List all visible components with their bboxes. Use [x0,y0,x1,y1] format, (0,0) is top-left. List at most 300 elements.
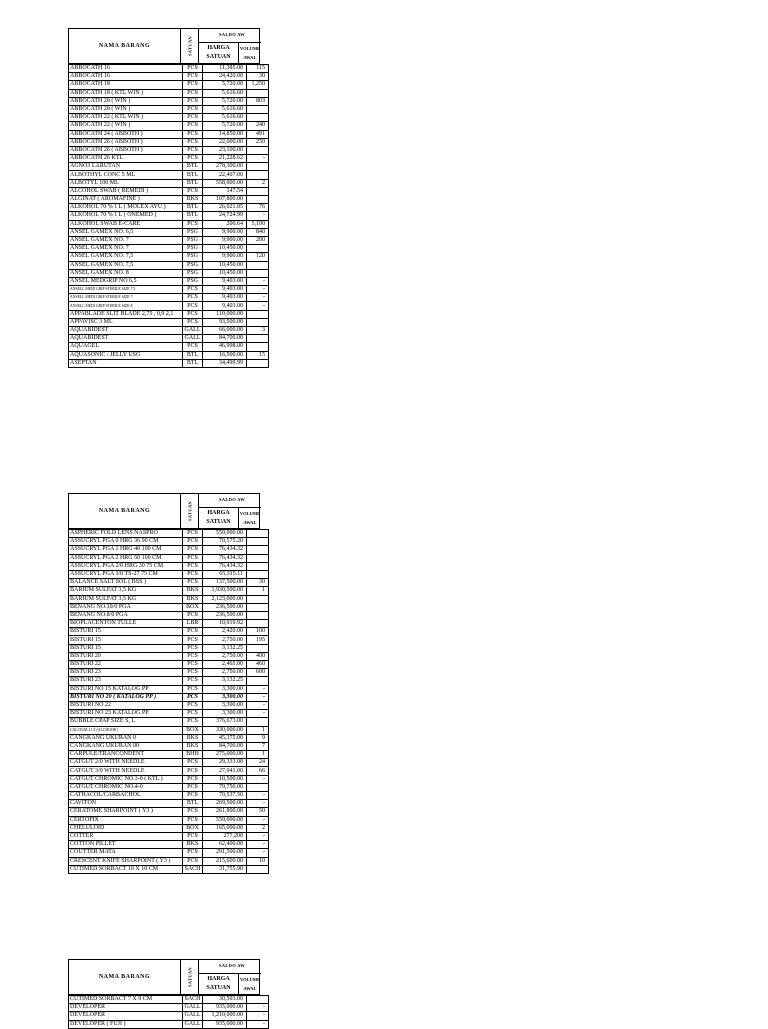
table-row [69,759,269,767]
volume-cell [247,546,269,554]
price-cell: 84,700.00 [203,335,247,343]
table-row [69,701,269,709]
unit-cell: BKS [183,196,203,204]
column-header-unit: SATUAN [181,494,199,528]
price-cell: 3,300.00 [203,693,247,701]
column-header-price: HARGA SATUAN [199,973,239,994]
unit-cell: PCS [183,628,203,636]
unit-cell: BTL [183,212,203,220]
unit-cell: BKS [183,587,203,595]
unit-cell: PCS [183,114,203,122]
table-header [68,493,260,529]
price-cell: 21,228.62 [203,155,247,163]
item-name-cell: ANSELL MEDI GRIP STERILE SIZE 7.5 [69,286,183,294]
item-name-cell: ASSUCRYL PGA 2 HRG 50 100 CM [69,554,183,562]
volume-cell [247,245,269,253]
table-row [69,661,269,669]
table-row [69,220,269,228]
price-cell: 46,998.00 [203,343,247,351]
volume-cell: 100 [247,628,269,636]
volume-cell: - [247,1012,269,1020]
price-cell: 31,755.90 [203,865,247,873]
table-row [69,767,269,775]
table-row [69,554,269,562]
item-name-cell: ANSEL GAMEX NO. 6,5 [69,228,183,236]
item-name-cell: BISTURI NO 20 ( KATALOG PP ) [69,693,183,701]
item-name-cell: BISTURI 23 [69,677,183,685]
volume-cell: 491 [247,130,269,138]
table-row [69,138,269,146]
unit-cell: PSG [183,236,203,244]
unit-cell: PCS [183,220,203,228]
volume-cell: 66 [247,767,269,775]
table-row [69,530,269,538]
unit-cell: PCS [183,554,203,562]
table-row [69,163,269,171]
volume-cell [247,196,269,204]
table-row [69,865,269,873]
unit-cell: BOX [183,726,203,734]
price-cell: 10,450.00 [203,245,247,253]
price-cell: 9,403.00 [203,294,247,302]
unit-cell: PCS [183,832,203,840]
volume-cell: - [247,294,269,302]
item-name-cell: ALBOTHYL CONC 5 ML [69,171,183,179]
volume-cell [247,603,269,611]
volume-cell [247,554,269,562]
table-row [69,236,269,244]
price-cell: 27,041.00 [203,767,247,775]
table-row [69,570,269,578]
unit-cell: PCS [183,759,203,767]
price-cell: 278,300.00 [203,163,247,171]
price-cell: 62,400.00 [203,841,247,849]
table-row [69,310,269,318]
table-row [69,652,269,660]
table-row [69,318,269,326]
table-row [69,114,269,122]
price-cell: 269,500.00 [203,800,247,808]
item-name-cell: CUTIMED SORBACT 7 X 9 CM [69,996,183,1004]
volume-cell: 30 [247,73,269,81]
price-cell: 10,500.00 [203,775,247,783]
price-cell: 9,403.00 [203,286,247,294]
unit-cell: GALL [184,1020,201,1027]
volume-cell: 195 [247,636,269,644]
price-cell: 76,434.32 [203,546,247,554]
table-row [69,669,269,677]
price-cell: 14,850.00 [203,130,247,138]
table-row [69,277,269,285]
volume-cell: 7 [247,742,269,750]
table-row [69,808,269,816]
volume-cell [247,595,269,603]
item-name-cell: ASSUCRYL PGA 3/0 TS-27 75 CM [69,570,183,578]
table-row [69,89,269,97]
unit-cell: PCS [183,718,203,726]
item-name-cell: ALKOHOL 70 % 1 L ( ONEMED ) [69,212,183,220]
table-row [69,73,269,81]
item-name-cell: BENANG NO.10/0 PGA [69,603,183,611]
unit-cell: PSG [183,269,203,277]
price-cell: 70,575.20 [203,538,247,546]
volume-cell [247,783,269,791]
column-header-unit: SATUAN [181,960,199,994]
volume-cell: - [247,849,269,857]
table-row [69,841,269,849]
volume-cell: 3 [247,327,269,335]
price-cell: 5,720.00 [203,81,247,89]
volume-cell [247,187,269,195]
table-row [69,351,269,359]
table-row [69,587,269,595]
table-row [69,294,269,302]
column-header-unit: SATUAN [181,29,199,63]
item-name-cell: CATGUT CHROMIC NO.4-0 [69,783,183,791]
price-cell: 16,500.00 [203,351,247,359]
price-cell: 165,000.00 [203,824,247,832]
unit-cell: PCS [183,849,203,857]
item-name-cell: ABBOCATH 26 ( ABBOTH ) [69,138,183,146]
price-cell: 107,800.00 [203,196,247,204]
table-row [69,628,269,636]
price-cell: 10,450.00 [203,261,247,269]
price-cell: 935,000.00 [203,1004,247,1012]
price-cell: 147.54 [203,187,247,195]
price-cell: 34,499.99 [203,359,247,367]
price-cell: 10,450.00 [203,269,247,277]
price-cell: 110,000.00 [203,310,247,318]
price-cell: 2,123,000.00 [203,595,247,603]
item-name-cell: CATGUT CHROMIC NO.3-0 ( KTL ) [69,775,183,783]
item-name-cell: ABBOCATH 24 ( ABBOTH ) [69,130,183,138]
price-cell: 330,000.00 [203,726,247,734]
unit-cell: SACH [184,865,201,872]
item-name-cell: ABBOCATH 22 ( WIN ) [69,122,183,130]
volume-cell: 24 [247,759,269,767]
item-name-cell: CARPULE/TRANCONDENT [69,751,183,759]
item-name-cell: CATGUT 2/0 WITH NEEDLE [69,759,183,767]
unit-cell: PCS [183,685,203,693]
column-header-saldo: SALDO AW [219,32,246,37]
item-name-cell: CATGUT 3/0 WITH NEEDLE [69,767,183,775]
column-header-name: NAMA BARANG [69,960,181,994]
item-name-cell: ANSEL GAMEX NO. 8 [69,269,183,277]
unit-cell: PCS [183,644,203,652]
item-name-cell: ANSELL MEDI GRIP STERILE SIZE 7 [69,294,183,302]
column-header-volume: VOLUME AWAL [239,507,261,528]
column-header-saldo: SALDO AW [219,963,246,968]
price-cell: 65,315.11 [203,570,247,578]
column-header-name: NAMA BARANG [69,29,181,63]
unit-cell: BTL [183,171,203,179]
unit-cell: PCS [183,652,203,660]
unit-cell: PCS [183,669,203,677]
price-cell: 26,021.05 [203,204,247,212]
volume-cell: 76 [247,204,269,212]
price-cell: 9,900.00 [203,253,247,261]
item-name-cell: BISTURI 15 [69,644,183,652]
unit-cell: PSG [183,245,203,253]
item-name-cell: BISTURI 23 [69,669,183,677]
unit-cell: PCS [183,155,203,163]
price-cell: 5,720.00 [203,122,247,130]
item-name-cell: ABBOCATH 18 ( KTL WIN ) [69,89,183,97]
volume-cell [247,530,269,538]
volume-cell: 840 [247,228,269,236]
price-cell: 206.64 [203,220,247,228]
unit-cell: PCS [183,122,203,130]
table-row [69,146,269,154]
price-cell: 66,000.00 [203,327,247,335]
price-cell: 9,403.00 [203,277,247,285]
price-cell: 76,434.32 [203,562,247,570]
table-row [69,832,269,840]
price-cell: 9,403.00 [203,302,247,310]
item-name-cell: BENANG NO.8/0 PGA [69,611,183,619]
volume-cell: 115 [247,65,269,73]
volume-cell: 200 [247,236,269,244]
unit-cell: PCS [183,318,203,326]
item-name-cell: BALANCE SALT SOL ( BSS ) [69,579,183,587]
table-row [69,286,269,294]
unit-cell: PCS [183,538,203,546]
unit-cell: PCS [183,636,203,644]
price-cell: 236,500.00 [203,603,247,611]
unit-cell: PCS [183,808,203,816]
volume-cell: - [247,155,269,163]
unit-cell: BTL [183,163,203,171]
table-row [69,775,269,783]
table-row [69,187,269,195]
price-cell: 24,420.00 [203,73,247,81]
table-row [69,343,269,351]
table-row [69,644,269,652]
unit-cell: PCS [183,783,203,791]
price-cell: 558,900.00 [203,179,247,187]
item-name-cell: BISTURI NO 23 KATALOG PP [69,710,183,718]
volume-cell: - [247,832,269,840]
unit-cell: BOX [183,824,203,832]
table-row [69,742,269,750]
unit-cell: PCS [183,310,203,318]
table-row [69,996,269,1004]
table-row [69,693,269,701]
price-cell: 23,100.00 [203,146,247,154]
price-cell: 3,132.25 [203,644,247,652]
unit-cell: PCS [183,579,203,587]
table-row [69,327,269,335]
item-name-cell: ANSEL GAMEX NO. 7,5 [69,253,183,261]
volume-cell: 5,100 [247,220,269,228]
unit-cell: PCS [183,146,203,154]
item-name-cell: AGNO3 LARUTAN [69,163,183,171]
unit-cell: BKS [183,841,203,849]
table-header [68,28,260,64]
table-row [69,81,269,89]
item-name-cell: CANGKANG UKURAN 00 [69,742,183,750]
unit-cell: PCS [183,701,203,709]
volume-cell: - [247,685,269,693]
item-name-cell: ANSEL MEDGRIP NO 6,5 [69,277,183,285]
unit-cell: PSG [183,277,203,285]
table-row [69,800,269,808]
price-cell: 550,000.00 [203,530,247,538]
price-cell: 24,724.99 [203,212,247,220]
unit-cell: PCS [183,97,203,105]
price-cell: 84,700.00 [203,742,247,750]
table-row [69,302,269,310]
inventory-table [68,529,269,874]
volume-cell: 460 [247,661,269,669]
unit-cell: PCS [183,677,203,685]
volume-cell [247,89,269,97]
table-row [69,546,269,554]
item-name-cell: ASSUCRYL PGA 0 HRG 36 90 CM [69,538,183,546]
volume-cell [247,570,269,578]
table-row [69,677,269,685]
table-row [69,155,269,163]
price-cell: 2,750.00 [203,636,247,644]
item-name-cell: BISTURI 22 [69,661,183,669]
item-name-cell: ANSELL MEDI GRIP STERILE SIZE 8 [69,302,183,310]
volume-cell: - [247,816,269,824]
unit-cell: PCS [183,89,203,97]
item-name-cell: ALKOHOL 70 % 1 L ( MOLEX AYU ) [69,204,183,212]
price-cell: 93,500.00 [203,318,247,326]
price-cell: 5,616.60 [203,114,247,122]
volume-cell: 2 [247,824,269,832]
unit-cell: PCS [183,570,203,578]
price-cell: 3,300.00 [203,701,247,709]
inventory-table [68,64,269,368]
volume-cell: 30 [247,579,269,587]
volume-cell [247,114,269,122]
volume-cell: - [247,286,269,294]
volume-cell [247,677,269,685]
table-row [69,710,269,718]
table-row [69,579,269,587]
item-name-cell: ASSUCRYL PGA 2/0 HRG 30 75 CM [69,562,183,570]
item-name-cell: AQUABIDEST [69,335,183,343]
item-name-cell: CALCIUM 1 LT (ALCHOOR ) [69,726,183,734]
table-row [69,685,269,693]
price-cell: 261,800.00 [203,808,247,816]
volume-cell: - [247,701,269,709]
volume-cell: - [247,693,269,701]
unit-cell: PCS [183,775,203,783]
unit-cell: GALL [184,1004,201,1011]
unit-cell: PCS [183,562,203,570]
unit-cell: PSG [183,228,203,236]
volume-cell: 1,250 [247,81,269,89]
unit-cell: PCS [183,187,203,195]
item-name-cell: DEVELOPER ( FUJI ) [69,1020,183,1028]
unit-cell: PCS [183,81,203,89]
volume-cell [247,538,269,546]
volume-cell: 1 [247,587,269,595]
price-cell: 137,500.00 [203,579,247,587]
table-row [69,603,269,611]
item-name-cell: BISTURI NO 22 [69,701,183,709]
volume-cell [247,146,269,154]
item-name-cell: CANGKANG UKURAN 0 [69,734,183,742]
table-row [69,562,269,570]
unit-cell: BKS [183,595,203,603]
volume-cell [247,310,269,318]
item-name-cell: ABBOCATH 26 KTL [69,155,183,163]
volume-cell: 803 [247,97,269,105]
volume-cell: - [247,277,269,285]
unit-cell: PCS [183,130,203,138]
volume-cell: 2 [247,179,269,187]
price-cell: 5,720.00 [203,97,247,105]
volume-cell: - [247,775,269,783]
unit-cell: LBR [183,620,203,628]
item-name-cell: BARIUM SULFAT 3,5 KG [69,587,183,595]
unit-cell: PSG [183,261,203,269]
table-row [69,726,269,734]
price-cell: 215,600.00 [203,857,247,865]
table-row [69,204,269,212]
volume-cell [247,163,269,171]
unit-cell: PCS [183,693,203,701]
price-cell: 45,375.00 [203,734,247,742]
table-row [69,196,269,204]
price-cell: 10,919.92 [203,620,247,628]
price-cell: 70,537.50 [203,792,247,800]
volume-cell [247,996,269,1004]
volume-cell: - [247,212,269,220]
table-row [69,130,269,138]
item-name-cell: BISTURI NO 15 KATALOG PP [69,685,183,693]
table-row [69,105,269,113]
volume-cell [247,318,269,326]
unit-cell: PCS [183,302,203,310]
table-row [69,212,269,220]
price-cell: 22,407.00 [203,171,247,179]
item-name-cell: ALBOTYL 100 ML [69,179,183,187]
table-row [69,538,269,546]
volume-cell: 50 [247,808,269,816]
unit-cell: PCS [183,105,203,113]
table-row [69,171,269,179]
table-row [69,611,269,619]
column-header-saldo: SALDO AW [219,497,246,502]
inventory-block-2 [68,493,265,874]
volume-cell: - [247,710,269,718]
price-cell: 3,132.25 [203,677,247,685]
column-header-volume: VOLUME AWAL [239,973,261,994]
table-row [69,636,269,644]
item-name-cell: ABBOCATH 20 ( WIN ) [69,105,183,113]
table-row [69,228,269,236]
item-name-cell: BISTURI 15 [69,636,183,644]
volume-cell [247,620,269,628]
table-row [69,751,269,759]
item-name-cell: CERTOFIX [69,816,183,824]
volume-cell: 400 [247,652,269,660]
item-name-cell: ALKOHOL SWAB E-CARE [69,220,183,228]
volume-cell: - [247,1004,269,1012]
table-row [69,792,269,800]
unit-cell: PCS [183,661,203,669]
volume-cell: 120 [247,253,269,261]
volume-cell [247,562,269,570]
table-row [69,816,269,824]
item-name-cell: CERATOME SHARPOINT ( Y3 ) [69,808,183,816]
volume-cell: 15 [247,351,269,359]
